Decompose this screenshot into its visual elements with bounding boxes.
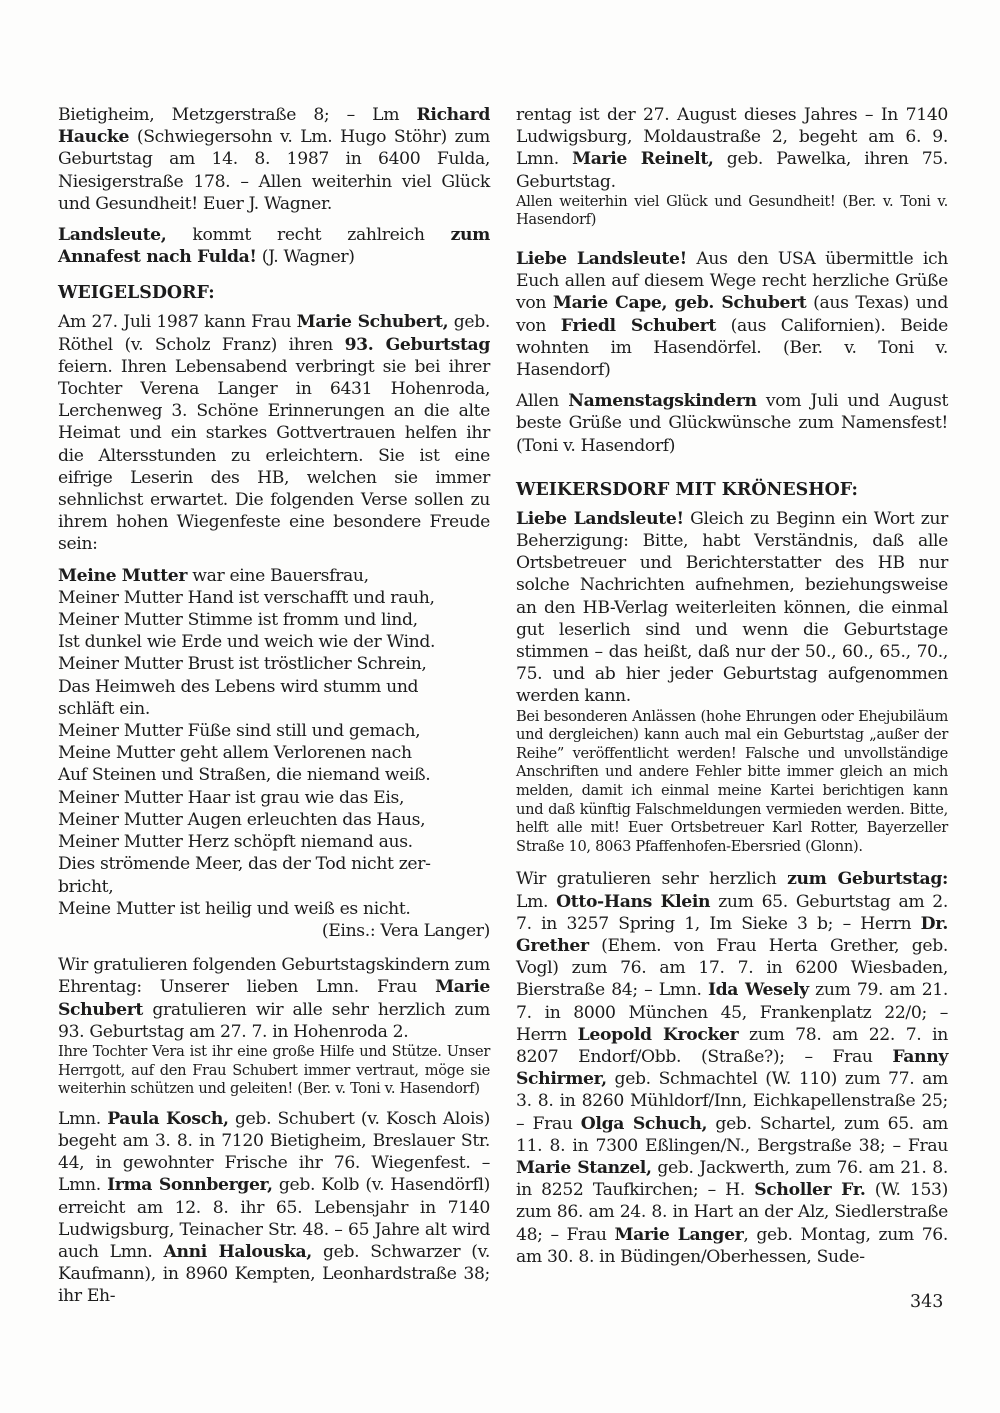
paragraph-usa-greetings: Liebe Landsleute! Aus den USA übermittle ich Euch allen auf diesem Wege recht herzliche Grüße von Marie Cape, geb. Schubert (aus Texas) und von Friedl Schubert (aus Californien). Beide wohnten im Hasendörfel. (Ber. v. Toni v. Hasendorf) bbox=[516, 249, 949, 381]
paragraph-geburtstag-list: Wir gratulieren sehr herzlich zum Geburtstag: Lm. Otto-Hans Klein zum 65. Geburtstag am 2. 7. in 3257 Spring 1, Im Sieke 3 b; – Herrn Dr. Grether (Ehem. von Frau Herta Grether, geb. Vogl) zum 76. am 17. 7. in 6200 Wiesbaden, Bierstraße 84; – Lmn. Ida Wesely zum 79. am 21. 7. in 8000 München 45, Frankenplatz 22/0; – Herrn Leopold Krocker zum 78. am 22. 7. in 8207 Endorf/Obb. (Straße?); – Frau Fanny Schirmer, geb. Schmachtel (W. 110) zum 77. am 3. 8. in 8260 Mühldorf/Inn, Eichkapellenstraße 25; – Frau Olga Schuch, geb. Schartel, zum 65. am 11. 8. in 7300 Eßlingen/N., Bergstraße 38; – Frau Marie Stanzel, geb. Jackwerth, zum 76. am 21. 8. in 8252 Taufkirchen; – H. Scholler Fr. (W. 153) zum 86. am 24. 8. in Hart an der Alz, Siedlerstraße 48; – Frau Marie Langer, geb. Montag, zum 76. am 30. 8. in Büdingen/Oberhessen, Sude- bbox=[516, 869, 949, 1267]
name-richard-haucke: Richard Haucke bbox=[58, 105, 490, 148]
poem-line: Meiner Mutter Haar ist grau wie das Eis, bbox=[58, 787, 405, 808]
paragraph-tochter-vera: Ihre Tochter Vera ist ihr eine große Hilfe und Stütze. Unser Herrgott, auf den Frau Schubert immer vertraut, möge sie weiterhin schützen und geleiten! (Ber. v. Toni v. Hasendorf) bbox=[58, 1042, 490, 1098]
poem-line: Meiner Mutter Brust ist tröstlicher Schrein, bbox=[58, 654, 427, 675]
paragraph-namenstag: Allen Namenstagskindern vom Juli und August beste Grüße und Glückwünsche zum Namensfest! (Toni v. Hasendorf) bbox=[516, 391, 948, 456]
paragraph-marie-schubert: Am 27. Juli 1987 kann Frau Marie Schubert, geb. Röthel (v. Scholz Franz) ihren 93. Geburtstag feiern. Ihren Lebensabend verbringt sie bei ihrer Tochter Verena Langer in 6431 Hohenroda, Lerchenweg 3. Schöne Erinnerungen an die alte Heimat und ein starkes Gottvertrauen helfen ihr die Altersstunden zu erleichtern. Sie ist eine eifrige Leserin des HB, welchen sie immer sehnlichst erwartet. Die folgenden Verse sollen zu ihrem hohen Wiegenfeste eine besondere Freude sein: bbox=[58, 312, 490, 555]
page-number: 343 bbox=[910, 1292, 944, 1312]
right-column bbox=[516, 104, 948, 1277]
poem-line: Meine Mutter geht allem Verlorenen nach bbox=[58, 743, 412, 764]
paragraph-liebe-landsleute: Liebe Landsleute! Gleich zu Beginn ein Wort zur Beherzigung: Bitte, habt Verständnis, daß alle Ortsbetreuer und Berichterstatter des HB nur solche Nachrichten aufnehmen, beziehungsweise an den HB-Verlag weiterleiten können, die einmal gut leserlich sind und wenn die Geburtstage stimmen – das heißt, daß nur der 50., 60., 65., 70., 75. und ab hier jeder Geburtstag aufgenommen werden kann. bbox=[516, 508, 948, 707]
left-column bbox=[58, 104, 490, 1317]
paragraph-congrats-schubert: Wir gratulieren folgenden Geburtstagskindern zum Ehrentag: Unserer lieben Lmn. Frau Marie Schubert gratulieren wir alle sehr herzlich zum 93. Geburtstag am 27. 7. in Hohenroda 2. bbox=[58, 955, 490, 1042]
paragraph-kosch-sonnberger-halouska: Lmn. Paula Kosch, geb. Schubert (v. Kosch Alois) begeht am 3. 8. in 7120 Bietigheim, Breslauer Str. 44, in gewohnter Frische ihr 76. Wiegenfest. – Lmn. Irma Sonnberger, geb. Kolb (v. Hasendörfl) erreicht am 12. 8. ihr 65. Lebensjahr in 7140 Ludwigsburg, Teinacher Str. 48. – 65 Jahre alt wird auch Lmn. Anni Halouska, geb. Schwarzer (v. Kaufmann), in 8960 Kempten, Leonhardstraße 38; ihr Eh- bbox=[58, 1108, 491, 1307]
poem-line: Auf Steinen und Straßen, die niemand weiß. bbox=[58, 765, 431, 786]
paragraph-notice: Bei besonderen Anlässen (hohe Ehrungen oder Ehejubiläum und dergleichen) kann auch mal ein Geburtstag „außer der Reihe” veröffentlicht werden! Falsche und unvollständige Anschriften und andere Fehler bitte immer gleich an mich melden, damit ich einmal meine Kartei berichtigen kann und daß künftig Falschmeldungen vermieden werden. Bitte, helft alle mit! Euer Ortsbetreuer Karl Rotter, Bayerzeller Straße 10, 8063 Pfaffenhofen-Ebersried (Glonn). bbox=[516, 707, 948, 855]
poem-line: bricht, bbox=[58, 876, 114, 897]
paragraph-wishes: Allen weiterhin viel Glück und Gesundheit! (Ber. v. Toni v. Hasendorf) bbox=[516, 192, 948, 229]
poem-line: Meiner Mutter Stimme ist fromm und lind, bbox=[58, 610, 418, 631]
poem-line: Meiner Mutter Augen erleuchten das Haus, bbox=[58, 809, 426, 830]
poem-signature: (Eins.: Vera Langer) bbox=[321, 920, 490, 941]
section-heading-weikersdorf: WEIKERSDORF MIT KRÖNESHOF: bbox=[516, 479, 858, 500]
section-heading-weigelsdorf: WEIGELSDORF: bbox=[58, 283, 215, 304]
poem-line: Meine Mutter war eine Bauersfrau, bbox=[58, 565, 369, 586]
poem-line: Ist dunkel wie Erde und weich wie der Wind. bbox=[58, 632, 436, 653]
poem-line: Meiner Mutter Herz schöpft niemand aus. bbox=[58, 832, 413, 853]
poem-line: Das Heimweh des Lebens wird stumm und bbox=[58, 676, 419, 697]
poem-line: schläft ein. bbox=[58, 698, 150, 719]
paragraph-annafest: Landsleute, kommt recht zahlreich zum Annafest nach Fulda! (J. Wagner) bbox=[58, 225, 490, 268]
poem-line: Meiner Mutter Hand ist verschafft und rauh, bbox=[58, 587, 435, 608]
poem-line: Meiner Mutter Füße sind still und gemach, bbox=[58, 721, 421, 742]
poem-line: Dies strömende Meer, das der Tod nicht zer- bbox=[58, 854, 431, 875]
paragraph-haucke: Bietigheim, Metzgerstraße 8; – Lm Richard Haucke (Schwiegersohn v. Lm. Hugo Stöhr) zum Geburtstag am 14. 8. 1987 in 6400 Fulda, Niesigerstraße 178. – Allen weiterhin viel Glück und Gesundheit! Euer J. Wagner. bbox=[58, 105, 490, 214]
poem-line: Meine Mutter ist heilig und weiß es nicht. bbox=[58, 898, 411, 919]
poem-meine-mutter bbox=[58, 565, 490, 942]
paragraph-reinelt: rentag ist der 27. August dieses Jahres – In 7140 Ludwigsburg, Moldaustraße 2, begeht am 6. 9. Lmn. Marie Reinelt, geb. Pawelka, ihren 75. Geburtstag. bbox=[516, 105, 948, 192]
